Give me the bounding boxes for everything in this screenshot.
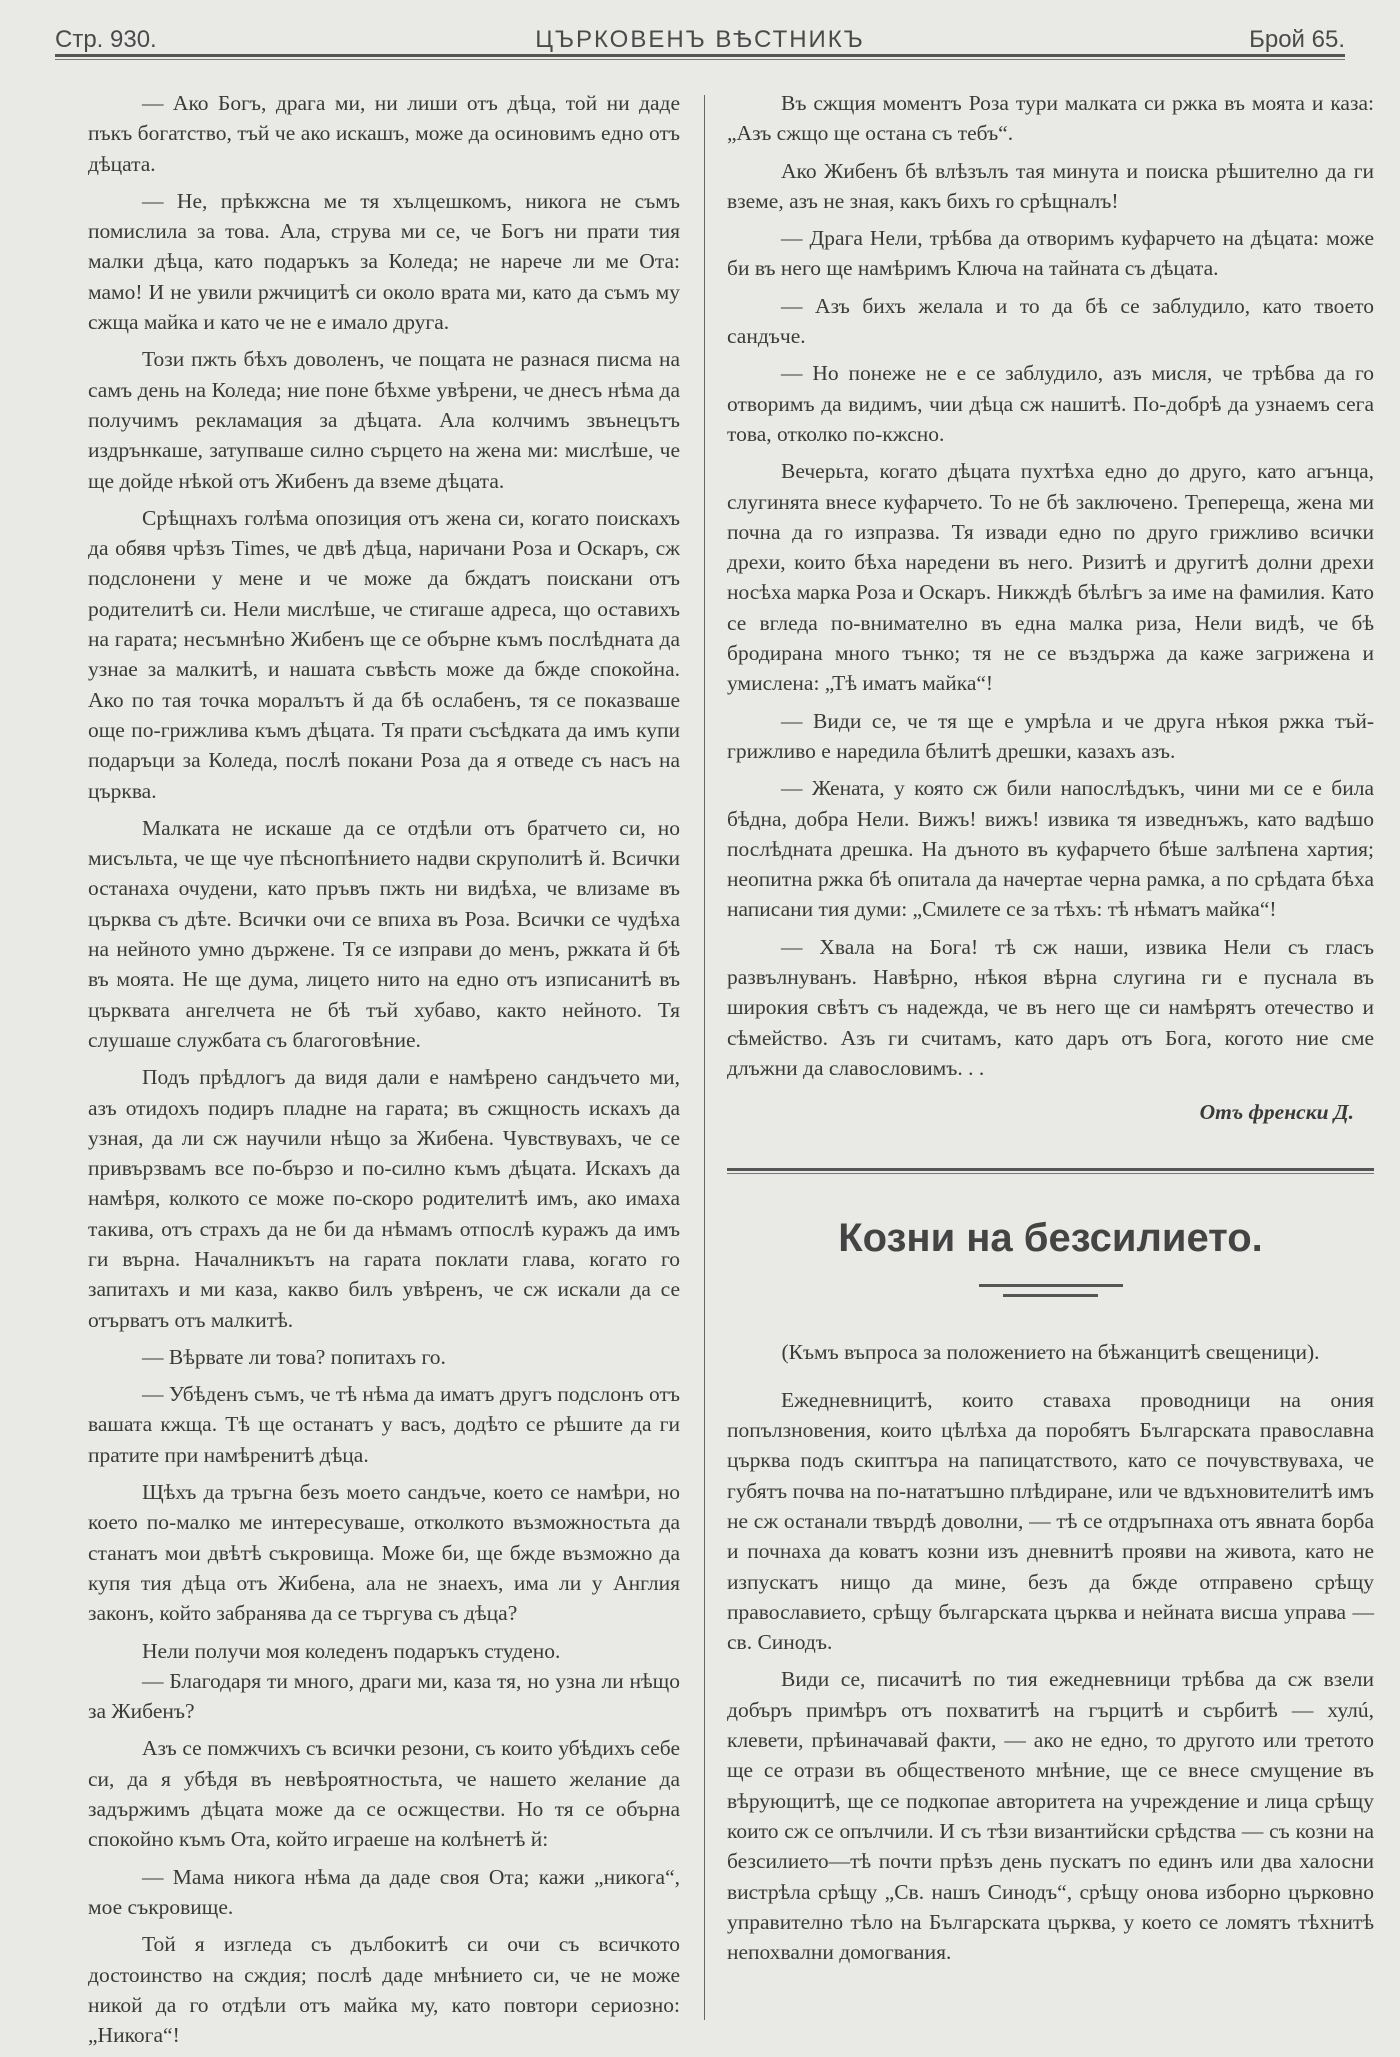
title-ornament-rule-short xyxy=(1003,1294,1098,1297)
article-subtitle: (Къмъ въпроса за положението на бѣжанцитѣ свещеници). xyxy=(781,1339,1320,1364)
paragraph: — Жената, у която сж били напослѣдъкъ, чини ми се е била бѣдна, добра Нели. Вижъ! вижъ! извика тя изведнъжъ, като вадѣшо послѣдната дрешка. На дъното въ куфарчето бѣше залѣпена хартия; неопитна ржка бѣ опитала да начертае черна рамка, а по срѣдата бѣха написани тия думи: „Смилете се за тѣхъ: тѣ нѣматъ майка“! xyxy=(727,776,1374,922)
paragraph: — Вѣрвате ли това? попитахъ го. xyxy=(142,1344,446,1369)
paragraph: Азъ се помжчихъ съ всички резони, съ които убѣдихъ себе си, да я убѣдя въ невѣроятностьта, че нашето желание да задържимъ дѣцата може да се осжществи. Но тя се обърна спокойно къмъ Ота, който играеше на колѣнетѣ й: xyxy=(88,1736,680,1852)
paragraph: — Драга Нели, трѣбва да отворимъ куфарчето на дѣцата: може би въ него ще намѣримъ Ключа на тайната съ дѣцата. xyxy=(727,226,1374,281)
paragraph: — Но понеже не е се заблудило, азъ мисля, че трѣбва да го отворимъ да видимъ, чии дѣца сж нашитѣ. По-добрѣ да узнаемъ сега това, отколко по-кжсно. xyxy=(727,361,1374,446)
paragraph: — Мама никога нѣма да даде своя Ота; кажи „никога“, мое съкровище. xyxy=(88,1864,680,1919)
paragraph: Подъ прѣдлогъ да видя дали е намѣрено сандъчето ми, азъ отидохъ подиръ пладне на гарата; въ сжщность искахъ да узная, да ли сж научили нѣщо за Жибена. Чувствувахъ, че се привързвамъ все по-бързо и по-силно къмъ дѣцата. Искахъ да намѣря, колкото се може по-скоро родителитѣ имъ, ако имаха такива, отъ страхъ да не би да нѣмамъ отпослѣ куражъ да имъ ги върна. Началникътъ на гарата поклати глава, когато го запитахъ и ми каза, какво билъ увѣренъ, че сж искали да се отърватъ отъ малкитѣ. xyxy=(88,1065,680,1332)
paragraph: Срѣщнахъ голѣма опозиция отъ жена си, когато поискахъ да обявя чрѣзъ Times, че двѣ дѣца, наричани Роза и Оскаръ, сж подслонени у мене и че може да бждатъ поискани отъ родителитѣ си. Нели мислѣше, че стигаше адреса, що оставихъ на гарата; несъмнѣно Жибенъ ще се обърне къмъ послѣдната да узнае за малкитѣ, и нашата съвѣсть може да бжде спокойна. Ако по тая точка моралътъ й да бѣ ослабенъ, тя се показваше още по-грижлива къмъ дѣцата. Тя прати съсѣдката да имъ купи подаръци за Коледа, послѣ покани Роза да я отведе съ насъ на църква. xyxy=(88,505,680,803)
story-signature: Отъ френски Д. xyxy=(1199,1100,1354,1125)
header-rule-thin xyxy=(55,59,1345,60)
paragraph: Вечерьта, когато дѣцата пухтѣха едно до друго, като агънца, слугинята внесе куфарчето. То не бѣ заключено. Трепереща, жена ми почна да го изпразва. Тя извади едно по друго грижливо всички дрехи, които бѣха наредени въ него. Ризитѣ и другитѣ долни дрехи носѣха марка Роза и Оскаръ. Никждѣ бѣлѣгъ за име на фамилия. Като се вгледа по-внимателно въ една малка риза, Нели видѣ, че бѣ бродирана много тънко; тя не се въздържа да каже загрижена и умислена: „Тѣ иматъ майка“! xyxy=(727,459,1374,696)
paragraph: — Хвала на Бога! тѣ сж наши, извика Нели съ гласъ развълнуванъ. Навѣрно, нѣкоя вѣрна слугина ги е пуснала въ широкия свѣтъ съ надежда, че въ него ще си намѣрятъ отечество и сѣмейство. Азъ ги считамъ, като даръ отъ Бога, когото ние сме длъжни да славословимъ. . . xyxy=(727,934,1374,1080)
page-number: Стр. 930. xyxy=(55,26,157,53)
paragraph: Щѣхъ да тръгна безъ моето сандъче, което се намѣри, но което по-малко ме интересуваше, отколкото възможностьта да станатъ мои двѣтѣ съкровища. Може би, ще бжде възможно да купя тия дѣца отъ Жибена, ала не знаехъ, има ли у Англия законъ, който забранява да се търгува съ дѣца? xyxy=(88,1480,680,1626)
article-paragraph: Види се, писачитѣ по тия ежедневници трѣбва да сж взели добъръ примѣръ отъ похватитѣ на гърцитѣ и сърбитѣ — хулú, клевети, прѣиначавай факти, — ако не едно, то другото или третото ще се отрази въ общественото мнѣние, ще се внесе смущение въ вѣрующитѣ, ще се подкопае авторитета на учреждение и лица срѣщу които сж се опълчили. И съ тѣзи византийски срѣдства — съ козни на безсилието—тѣ почти прѣзъ день пускатъ по единъ или два халосни вистрѣла срѣщу „Св. нашъ Синодъ“, срѣщу онова изборно църковно управително тѣло на Българската църква, у което се ломятъ тѣхнитѣ непохвални домогвания. xyxy=(727,1667,1374,1965)
paragraph: — Види се, че тя ще е умрѣла и че друга нѣкоя ржка тъй-грижливо е наредила бѣлитѣ дрешки, казахъ азъ. xyxy=(727,708,1374,763)
paragraph: — Не, прѣкжсна ме тя хълцешкомъ, никога не съмъ помислила за това. Ала, струва ми се, че Богъ ни прати тия малки дѣца, като подаръкъ за Коледа; не нарече ли ме Ота: мамо! И не увили ржчицитѣ си около врата ми, като да съмъ му сжща майка и като че не е имало друга. xyxy=(88,188,680,335)
issue-number: Брой 65. xyxy=(1249,26,1345,53)
paragraph: Малката не искаше да се отдѣли отъ братчето си, но мисъльта, че ще чуе пѣснопѣнието надви скруполитѣ й. Всички останаха очудени, като пръвъ пжть ни видѣха, че влизаме въ църква съ дѣте. Всички очи се впиха въ Роза. Всички се чудѣха на нейното умно държене. Тя се изправи до менъ, ржката й бѣ въ моята. Не ще дума, лицето нито на едно отъ изписанитѣ въ църквата ангелчета не бѣ тъй хубаво, както нейното. Тя слушаше службата съ благоговѣние. xyxy=(88,815,680,1052)
article-paragraph: Ежедневницитѣ, които ставаха проводници на ония попълзновения, които цѣлѣха да поробятъ Българската православна църква подъ скиптъра на папицатството, като се почувствуваха, че губятъ почва на по-нататъшно плѣдиране, или че вдъхновителитѣ имъ не сж останали твърдѣ доволни, — тѣ се отдръпнаха отъ явната борба и почнаха да коватъ козни изъ дневнитѣ прояви на живота, като не изпускатъ нищо да мине, безъ да бжде отправено срѣщу православието, срѣщу българската църква и нейната висша управа — св. Синодъ. xyxy=(727,1387,1374,1655)
paragraph: Ако Жибенъ бѣ влѣзълъ тая минута и поиска рѣшително да ги вземе, азъ не зная, какъ бихъ го срѣщналъ! xyxy=(727,158,1374,213)
page-header xyxy=(55,18,1345,58)
paragraph: Той я изгледа съ дълбокитѣ си очи съ всичкото достоинство на сждия; послѣ даде мнѣнието си, че не може никой да го отдѣли отъ майка му, като повтори сериозно: „Никога“! xyxy=(88,1932,680,2048)
section-separator-thin xyxy=(727,1173,1374,1174)
title-ornament-rule xyxy=(979,1284,1123,1287)
paragraph: — Азъ бихъ желала и то да бѣ се заблудило, като твоето сандъче. xyxy=(727,293,1374,349)
section-separator xyxy=(727,1168,1374,1171)
newspaper-title: ЦЪРКОВЕНЪ ВѢСТНИКЪ xyxy=(535,26,865,53)
article-title: Козни на безсилието. xyxy=(838,1215,1263,1260)
column-divider xyxy=(704,95,705,2020)
paragraph: — Благодаря ти много, драги ми, каза тя, но узна ли нѣщо за Жибенъ? xyxy=(88,1668,680,1724)
paragraph: — Убѣденъ съмъ, че тѣ нѣма да иматъ другъ подслонъ отъ вашата кжща. Тѣ ще останатъ у васъ, додѣто се рѣшите да ги пратите при намѣренитѣ дѣца. xyxy=(88,1382,680,1467)
paragraph: — Ако Богъ, драга ми, ни лиши отъ дѣца, той ни даде пъкъ богатство, тъй че ако искашъ, може да осиновимъ едно отъ дѣцата. xyxy=(88,91,680,176)
right-column xyxy=(727,88,1374,1974)
header-rule xyxy=(55,54,1345,57)
paragraph: Нели получи моя коледенъ подаръкъ студено. xyxy=(142,1638,561,1663)
paragraph: Въ сжщия моментъ Роза тури малката си ржка въ моята и каза: „Азъ сжщо ще остана съ тебъ“. xyxy=(727,91,1374,146)
left-column xyxy=(88,88,680,2057)
paragraph: Този пжть бѣхъ доволенъ, че пощата не разнася писма на самъ день на Коледа; ние поне бѣхме увѣрени, че днесъ нѣма да получимъ рекламация за дѣцата. Ала колчимъ звънецътъ издрънкаше, затупваше силно сърцето на жена ми: мислѣше, че ще дойде нѣкой отъ Жибенъ да вземе дѣцата. xyxy=(88,347,680,493)
